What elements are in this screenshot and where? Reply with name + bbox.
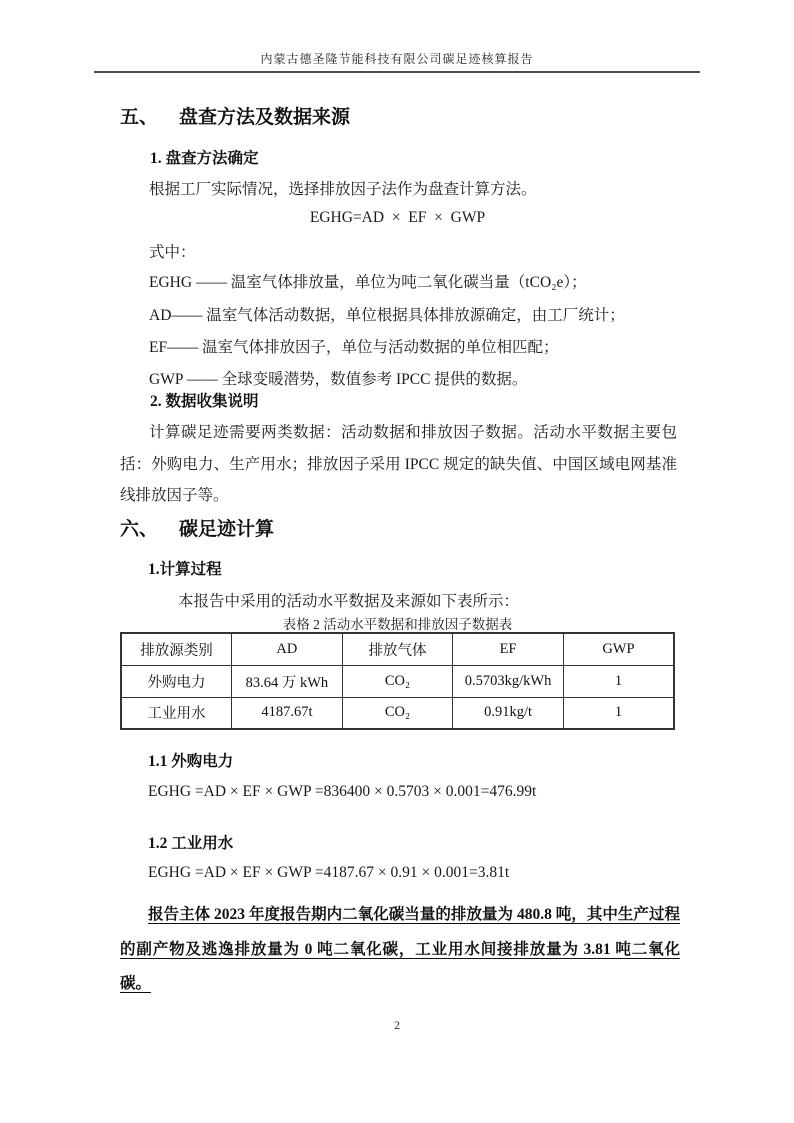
electricity-calculation: EGHG =AD × EF × GWP =836400 × 0.5703 × 0.001=476.99t	[148, 783, 537, 800]
table-header-source: 排放源类别	[121, 633, 232, 665]
table-header-row	[121, 633, 674, 665]
inventory-method-heading: 1. 盘查方法确定	[150, 150, 259, 167]
section-6-heading	[120, 514, 274, 541]
table-row-water	[121, 697, 674, 729]
table-cell: 外购电力	[121, 665, 232, 697]
table-caption: 表格 2 活动水平数据和排放因子数据表	[282, 617, 513, 632]
table-cell: 1	[563, 665, 674, 697]
header-divider	[94, 71, 700, 73]
data-collection-body: 计算碳足迹需要两类数据：活动数据和排放因子数据。活动水平数据主要包括：外购电力、生产用水；排放因子采用 IPCC 规定的缺失值、中国区域电网基准线排放因子等。	[120, 424, 677, 504]
calculation-process-heading: 1.计算过程	[148, 561, 222, 578]
table-cell: 83.64 万 kWh	[232, 665, 343, 697]
emission-conclusion: 报告主体 2023 年度报告期内二氧化碳当量的排放量为 480.8 吨，其中生产过程的副产物及逃逸排放量为 0 吨二氧化碳，工业用水间接排放量为 3.81 吨二氧化碳。	[120, 906, 680, 992]
section-6-number: 六、	[120, 519, 159, 540]
table-header-ad: AD	[232, 633, 343, 665]
table-header-ef: EF	[453, 633, 564, 665]
data-collection-heading: 2. 数据收集说明	[150, 393, 259, 410]
section-5-title: 盘查方法及数据来源	[179, 107, 351, 128]
water-heading: 1.2 工业用水	[148, 835, 234, 852]
section-5-number: 五、	[120, 107, 159, 128]
ghg-formula: EGHG=AD × EF × GWP	[309, 209, 486, 226]
table-header-gwp: GWP	[563, 633, 674, 665]
table-cell: 工业用水	[121, 697, 232, 729]
table-cell: 0.91kg/t	[453, 697, 564, 729]
inventory-method-intro: 根据工厂实际情况，选择排放因子法作为盘查计算方法。	[149, 181, 537, 198]
page-number: 2	[394, 1018, 400, 1032]
formula-definition-gwp: GWP —— 全球变暖潜势，数值参考 IPCC 提供的数据。	[149, 371, 528, 388]
table-cell: 1	[563, 697, 674, 729]
electricity-heading: 1.1 外购电力	[148, 753, 234, 770]
formula-definition-eghg: EGHG —— 温室气体排放量，单位为吨二氧化碳当量（tCO₂e）；	[149, 274, 587, 291]
formula-where-label: 式中：	[149, 244, 196, 261]
section-6-title: 碳足迹计算	[179, 519, 275, 540]
formula-definition-ef: EF—— 温室气体排放因子，单位与活动数据的单位相匹配；	[149, 339, 559, 356]
formula-definition-ad: AD—— 温室气体活动数据，单位根据具体排放源确定，由工厂统计；	[149, 307, 625, 324]
table-cell: 4187.67t	[232, 697, 343, 729]
table-cell: CO₂	[342, 665, 453, 697]
water-calculation: EGHG =AD × EF × GWP =4187.67 × 0.91 × 0.001=3.81t	[148, 864, 510, 881]
table-header-gas: 排放气体	[342, 633, 453, 665]
table-cell: 0.5703kg/kWh	[453, 665, 564, 697]
activity-data-table	[120, 632, 675, 730]
table-cell: CO₂	[342, 697, 453, 729]
section-5-heading	[120, 102, 350, 129]
report-header-title: 内蒙古德圣隆节能科技有限公司碳足迹核算报告	[260, 52, 534, 66]
activity-data-intro: 本报告中采用的活动水平数据及来源如下表所示：	[178, 593, 520, 610]
table-row-electricity	[121, 665, 674, 697]
